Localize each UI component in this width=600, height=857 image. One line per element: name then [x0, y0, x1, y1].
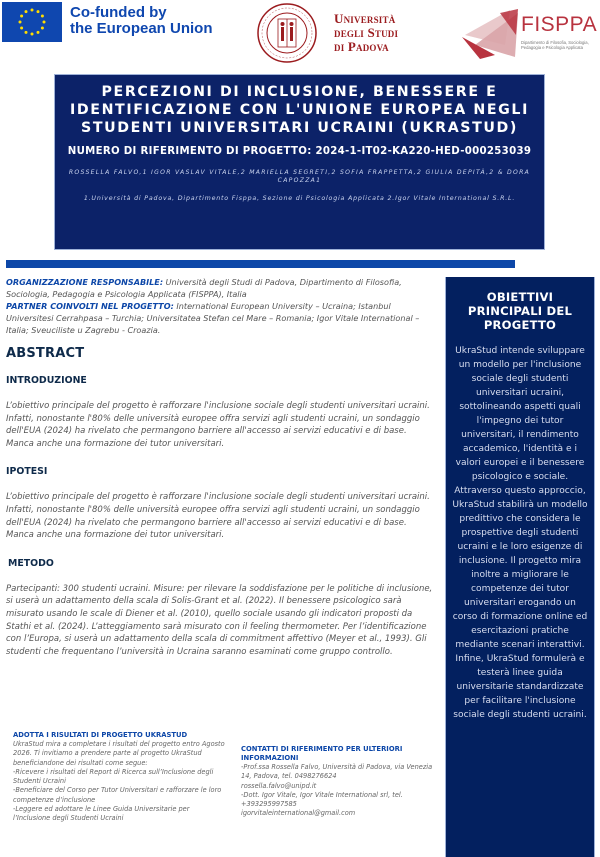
introduzione-heading: INTRODUZIONE [6, 375, 87, 386]
project-reference: NUMERO DI RIFERIMENTO DI PROGETTO: 2024-1-IT02-KA220-HED-000253039 [67, 146, 532, 157]
university-name [334, 12, 398, 54]
objectives-text: UkraStud intende sviluppare un modello per l'inclusione sociale degli studenti universitari ucraini, sottolineando aspetti quali l'impegno dei tutor universitari, il rendimento accademico, l'identità e i valori europei e il benessere psicologico e sociale. Attraverso questo approccio, UkraStud stabilirà un modello predittivo che considera le prospettive degli studenti ucraini e le loro esigenze di inclusione. Il progetto mira inoltre a migliorare le competenze dei tutor universitari erogando un corso di formazione online ed esercitazioni pratiche mediante scenari interattivi. Infine, UkraStud formulerà e testerà linee guida universitarie standardizzate per facilitare l'inclusione sociale degli studenti ucraini. [452, 346, 588, 720]
contacts-heading: CONTATTI DI RIFERIMENTO PER ULTERIORI INFORMAZIONI [241, 745, 403, 762]
eu-cofunded-text [70, 5, 213, 37]
partners-text: International European University – Ucraina; Istanbul Universitesi Cerrahpasa – Turchia; Universitatea Stefan cel Mare – Romania; Igor Vitale International – Italia; Sveuciliste u Zagrebu - Croazia. [6, 301, 420, 335]
adopt-heading: ADOTTA I RISULTATI DI PROGETTO UKRASTUD [13, 731, 188, 739]
divider-bar [6, 260, 515, 268]
eu-text-line2: the European Union [70, 20, 213, 37]
eu-flag-logo [2, 2, 62, 42]
affiliations: 1.Università di Padova, Dipartimento Fisppa, Sezione di Psicologia Applicata 2.Igor Vitale International S.R.L. [83, 195, 516, 202]
authors: ROSSELLA FALVO,1 IGOR VASLAV VITALE,2 MARIELLA SEGRETI,2 SOFIA FRAPPETTA,2 GIULIA DEPITÀ,2 & DORA CAPOZZA1 [68, 169, 531, 184]
eu-flag-icon [2, 2, 62, 42]
unipd-line1: Università [334, 11, 396, 26]
fisppa-subtitle: Dipartimento di Filosofia, Sociologia, Pedagogia e Psicologia Applicata [521, 40, 589, 50]
fisppa-triangles-icon [460, 5, 520, 60]
eu-text-line1: Co-funded by [70, 4, 167, 21]
university-seal-icon [256, 2, 318, 64]
partners-label: PARTNER COINVOLTI NEL PROGETTO: [6, 301, 174, 311]
ipotesi-heading: IPOTESI [6, 466, 48, 478]
metodo-text: Partecipanti: 300 studenti ucraini. Misure: per rilevare la soddisfazione per le politiche di inclusione, si userà un adattamento della scala di Solis-Grant et al. (2022). Il benessere psicologico sarà misurato usando le scale di Diener et al. (2010), quello sociale usando gli indicatori proposti da Stathi et al. (2024). L’atteggiamento sarà misurato con il feeling thermometer. Per l’identificazione con l’Europa, si userà un adattamento della scala di commitment affettivo (Meyer et al., 1993). Gli studenti che frequentano l’università in Ucraina saranno esaminati come gruppo controllo. [6, 583, 433, 657]
objectives-heading: OBIETTIVI PRINCIPALI DEL PROGETTO [467, 290, 573, 332]
fisppa-name: FISPPA [521, 13, 598, 36]
adopt-results-box [13, 731, 228, 824]
objectives-sidebar [445, 277, 595, 857]
introduzione-text: L’obiettivo principale del progetto è rafforzare l'inclusione sociale degli studenti universitari ucraini. Infatti, nonostante l'80% delle università europee offra servizi agli studenti ucraini, un sondaggio dell'EUA (2024) ha rivelato che permangono barriere all'accesso ai servizi educativi e di base. Manca anche una formazione dei tutor universitari. [6, 401, 430, 449]
organization-info [6, 276, 436, 336]
abstract-heading: ABSTRACT [6, 346, 85, 361]
adopt-text: UkraStud mira a completare i risultati del progetto entro Agosto 2026. Ti invitiamo a prendere parte al progetto UkraStud beneficiandone dei risultati come segue: -Ricevere i risultati del Report di Ricerca sull’Inclusione degli Studenti Ucraini -Beneficiare del Corso per Tutor Universitari e rafforzare le loro competenze d’inclusione -Leggere ed adottare le Linee Guida Universitarie per l’Inclusione degli Studenti Ucraini [13, 740, 225, 823]
contacts-box [241, 745, 441, 819]
main-column [6, 276, 436, 658]
ipotesi-text: L’obiettivo principale del progetto è rafforzare l'inclusione sociale degli studenti universitari ucraini. Infatti, nonostante l'80% delle università europee offra servizi agli studenti ucraini, un sondaggio dell'EUA (2024) ha rivelato che permangono barriere all'accesso ai servizi educativi e di base. Manca anche una formazione dei tutor universitari. [6, 492, 430, 541]
responsible-label: ORGANIZZAZIONE RESPONSABILE: [6, 277, 164, 287]
metodo-heading: METODO [8, 557, 54, 569]
unipd-line2: degli Studi [334, 25, 399, 40]
poster-title: PERCEZIONI DI INCLUSIONE, BENESSERE E IDENTIFICAZIONE CON L'UNIONE EUROPEA NEGLI STUDENTI UNIVERSITARI UCRAINI (UKRASTUD) [70, 84, 529, 136]
unipd-line3: di Padova [334, 39, 389, 54]
title-block [54, 74, 545, 250]
contacts-text: -Prof.ssa Rossella Falvo, Università di Padova, via Venezia 14, Padova, tel. 0498276624 rossella.falvo@unipd.it -Dott. Igor Vitale, Igor Vitale International srl, tel. +393295997585 igorvitaleinternational@gmail.com [241, 763, 433, 818]
responsible-text: Università degli Studi di Padova, Dipartimento di Filosofia, Sociologia, Pedagogia e Psicologia Applicata (FISPPA), Italia [6, 277, 402, 299]
